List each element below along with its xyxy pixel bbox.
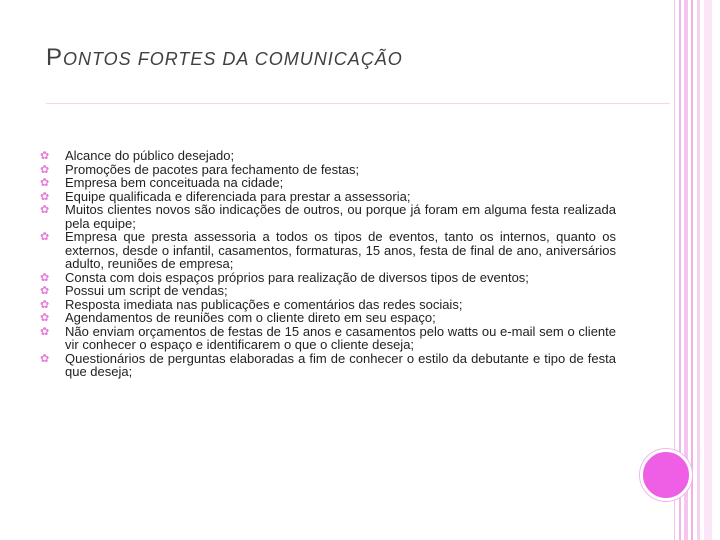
title-rest: ONTOS FORTES DA COMUNICAÇÃO xyxy=(63,49,403,69)
decorative-stripe xyxy=(704,0,712,540)
decorative-stripe xyxy=(697,0,700,540)
list-item xyxy=(40,203,616,230)
list-item xyxy=(40,163,616,177)
decorative-circle xyxy=(640,449,692,501)
list-item-text: Questionários de perguntas elaboradas a fim de conhecer o estilo da debutante e tipo de festa que deseja; xyxy=(65,350,616,379)
title-divider xyxy=(46,103,670,104)
flower-bullet-icon: ✿ xyxy=(40,270,50,284)
list-item xyxy=(40,352,616,379)
list-item xyxy=(40,149,616,163)
list-item xyxy=(40,190,616,204)
flower-bullet-icon: ✿ xyxy=(40,176,50,189)
list-item xyxy=(40,176,616,190)
flower-bullet-icon: ✿ xyxy=(40,297,50,311)
list-item xyxy=(40,298,616,312)
title-first-letter: P xyxy=(46,44,64,71)
flower-bullet-icon: ✿ xyxy=(40,230,50,243)
flower-bullet-icon: ✿ xyxy=(40,284,50,297)
list-item-text: Empresa bem conceituada na cidade; xyxy=(65,175,284,190)
list-item-text: Empresa que presta assessoria a todos os tipos de eventos, tanto os internos, quanto os externos, desde o infantil, casamentos, formaturas, 15 anos, festa de final de ano, aniversários adulto, reuniões de empresa; xyxy=(65,229,616,271)
list-item-text: Alcance do público desejado; xyxy=(65,148,235,163)
flower-bullet-icon: ✿ xyxy=(40,324,50,338)
list-item xyxy=(40,271,616,285)
flower-bullet-icon: ✿ xyxy=(40,311,50,324)
list-item-text: Agendamentos de reuniões com o cliente direto em seu espaço; xyxy=(65,310,436,325)
list-item-text: Muitos clientes novos são indicações de outros, ou porque já foram em alguma festa realizada pela equipe; xyxy=(65,202,616,231)
decorative-stripe xyxy=(691,0,693,540)
list-item-text: Possui um script de vendas; xyxy=(65,283,228,298)
flower-bullet-icon: ✿ xyxy=(40,162,50,176)
list-item xyxy=(40,230,616,271)
list-item-text: Resposta imediata nas publicações e comentários das redes sociais; xyxy=(65,296,463,312)
list-item-text: Não enviam orçamentos de festas de 15 anos e casamentos pelo watts ou e-mail sem o cliente vir conhecer o espaço e identificarem o que o cliente deseja; xyxy=(65,323,616,352)
list-item xyxy=(40,311,616,325)
list-item xyxy=(40,284,616,298)
list-item-text: Consta com dois espaços próprios para realização de diversos tipos de eventos; xyxy=(65,269,529,285)
flower-bullet-icon: ✿ xyxy=(40,351,50,365)
flower-bullet-icon: ✿ xyxy=(40,203,50,216)
slide-title xyxy=(46,44,403,72)
bullet-list xyxy=(40,149,616,379)
list-item-text: Promoções de pacotes para fechamento de festas; xyxy=(65,161,360,177)
flower-bullet-icon: ✿ xyxy=(40,149,50,162)
flower-bullet-icon: ✿ xyxy=(40,189,50,203)
list-item xyxy=(40,325,616,352)
list-item-text: Equipe qualificada e diferenciada para prestar a assessoria; xyxy=(65,188,411,204)
